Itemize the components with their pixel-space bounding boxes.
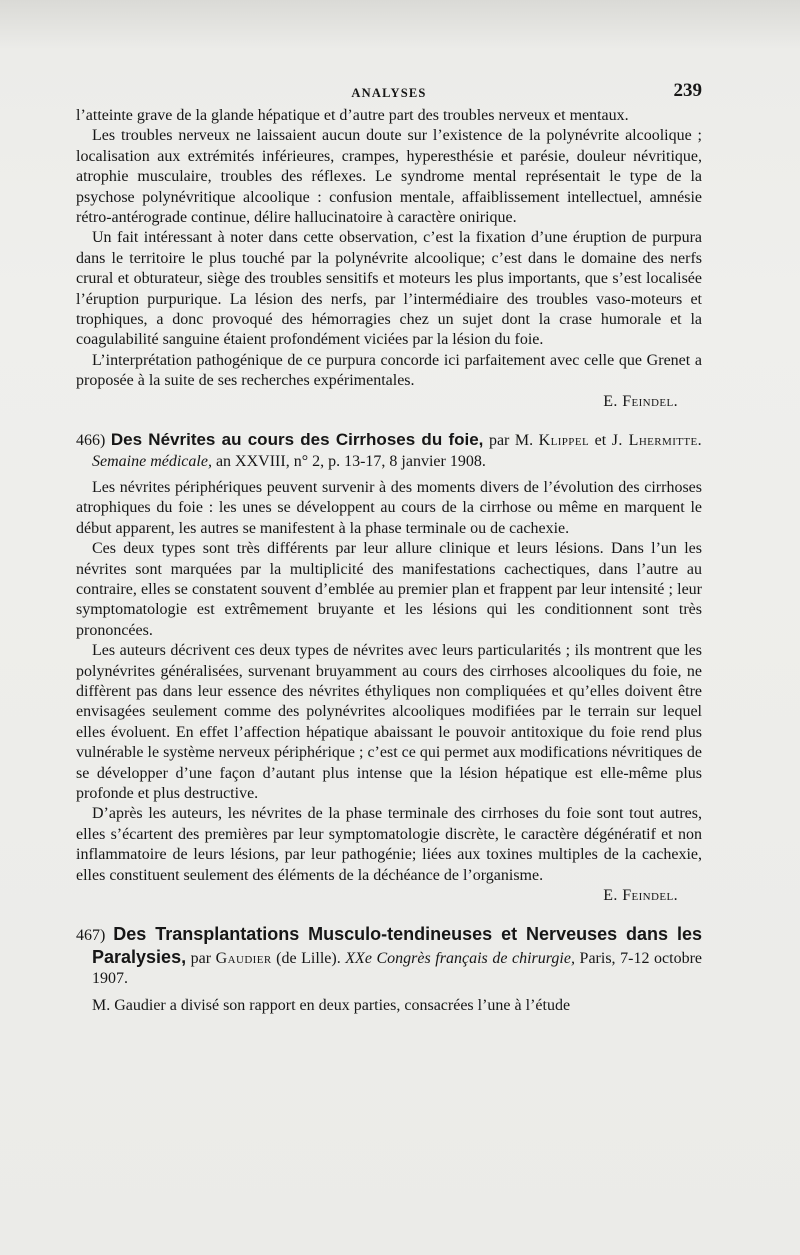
- article-heading: [76, 430, 702, 472]
- paragraph: Les névrites périphériques peuvent survenir à des moments divers de l’évolution des cirrhoses atrophiques du foie : les unes se développent au cours de la cirrhose ou même en marquent le début apparent, les autres se manifestent à la phase terminale ou de cachexie.: [76, 478, 702, 537]
- paragraph: Un fait intéressant à noter dans cette observation, c’est la fixation d’une éruption de purpura dans le territoire le plus touché par la polynévrite alcoolique; c’est dans le domaine des nerfs crural et obturateur, siège des troubles sensitifs et moteurs les plus importants, que s’est localisée l’éruption purpurique. La lésion des nerfs, par l’intermédiaire des troubles vaso-moteurs et trophiques, a donc provoqué des hémorragies chez un sujet dont la crase humorale et la coagulabilité sanguine étaient profondément viciées par la lésion du foie.: [76, 229, 702, 349]
- signature: E. Feindel.: [603, 887, 678, 905]
- article-title: Des Névrites au cours des Cirrhoses du foie,: [110, 430, 484, 450]
- signature: E. Feindel.: [603, 392, 678, 410]
- paragraph: M. Gaudier a divisé son rapport en deux parties, consacrées l’une à l’étude: [92, 996, 571, 1014]
- article-number: 467): [76, 927, 106, 945]
- article-conjunction: et: [594, 432, 607, 450]
- page-body: [76, 106, 702, 1016]
- paragraph: Les auteurs décrivent ces deux types de névrites avec leurs particularités ; ils montrent que les polynévrites généralisées, survenant bruyamment au cours des cirrhoses alcooliques du foie, ne diffèrent pas dans leur essence des névrites éthyliques non compliquées et qu’elles doivent être envisagées seulement comme des polynévrites alcooliques modifiées par le terrain sur lequel elles évoluent. En effet l’affection hépatique abaissant le pouvoir antitoxique du foie rend plus vulnérable le système nerveux périphérique ; c’est ce qui permet aux modifications névritiques de se développer d’une façon d’autant plus intense que la lésion hépatique est elle-même plus profonde et plus destructive.: [76, 642, 702, 802]
- previous-article-continuation: [76, 106, 702, 412]
- running-head-title: ANALYSES: [351, 86, 427, 100]
- article-source: Semaine médicale,: [92, 452, 212, 470]
- paragraph: Ces deux types sont très différents par leur allure clinique et leurs lésions. Dans l’un les névrites sont marquées par la multiplicité des manifestations cachectiques, dans l’autre au contraire, elles se constatent souvent d’emblée au premier plan et frappent par leur intensité ; leur symptomatologie est extrêmement bruyante et les lésions qui les conditionnent sont très prononcées.: [76, 540, 702, 639]
- article-source-details: an XXVIII, n° 2, p. 13-17, 8 janvier 1908.: [215, 452, 486, 470]
- article-number: 466): [76, 432, 106, 450]
- article-author: J. Lhermitte.: [611, 432, 703, 450]
- article-467: [76, 924, 702, 1016]
- page-number: 239: [673, 80, 702, 101]
- article-body: [76, 478, 702, 907]
- article-heading: [76, 924, 702, 989]
- article-source-details: Paris, 7-12 octobre 1907.: [92, 949, 703, 988]
- article-by: par M.: [488, 432, 534, 450]
- article-by: par: [190, 949, 212, 967]
- paragraph-continued: l’atteinte grave de la glande hépatique et d’autre part des troubles nerveux et mentaux.: [76, 107, 629, 124]
- paragraph: Les troubles nerveux ne laissaient aucun doute sur l’existence de la polynévrite alcoolique ; localisation aux extrémités inférieures, crampes, hyperesthésie et parésie, douleur névritique, atrophie musculaire, troubles des réflexes. Le syndrome mental représentait le type de la psychose polynévritique alcoolique : confusion mentale, affaiblissement intellectuel, amnésie rétro-antérograde continue, délire hallucinatoire à caractère onirique.: [76, 127, 702, 227]
- article-author: Klippel: [538, 432, 590, 450]
- article-source: XXe Congrès français de chirurgie,: [345, 949, 575, 967]
- running-head: [76, 78, 702, 106]
- paragraph: D’après les auteurs, les névrites de la phase terminale des cirrhoses du foie sont tout autres, elles s’écartent des premières par leur symptomatologie discrète, le caractère dégénératif et non inflammatoire de leurs lésions, par leur pathogénie; liées aux toxines multiples de la cachexie, elles constituent seulement des éléments de la déchéance de l’organisme.: [76, 805, 702, 884]
- article-author-place: (de Lille).: [276, 949, 341, 967]
- article-466: [76, 430, 702, 906]
- paragraph: L’interprétation pathogénique de ce purpura concorde ici parfaitement avec celle que Grenet a proposée à la suite de ses recherches expérimentales.: [76, 351, 702, 390]
- article-title: Des Transplantations Musculo-tendineuses et Nerveuses dans les Paralysies,: [92, 924, 703, 967]
- article-author: Gaudier: [215, 949, 272, 967]
- article-body: [76, 996, 702, 1016]
